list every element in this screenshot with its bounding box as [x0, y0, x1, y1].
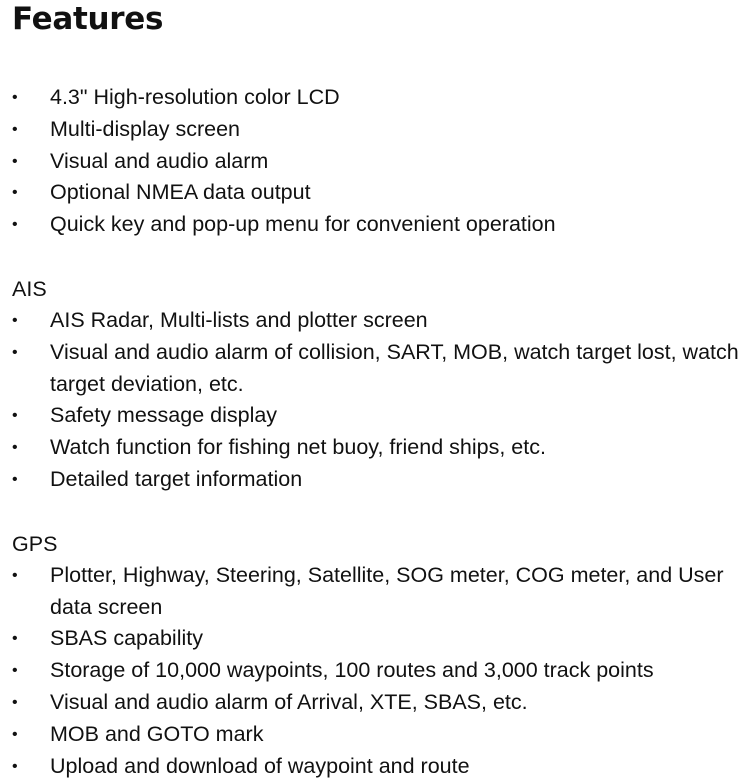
list-item	[12, 719, 742, 751]
list-item	[12, 114, 742, 146]
list-item	[12, 337, 742, 401]
bullet-icon: •	[12, 757, 18, 775]
list-item	[12, 146, 742, 178]
gps-feature-list	[12, 560, 742, 783]
section-heading-gps: GPS	[12, 531, 58, 556]
features-document	[12, 0, 742, 782]
bullet-icon: •	[12, 725, 18, 743]
list-item-text: Storage of 10,000 waypoints, 100 routes and 3,000 track points	[50, 658, 654, 683]
bullet-icon: •	[12, 216, 18, 234]
list-item-text: MOB and GOTO mark	[50, 721, 264, 746]
bullet-icon: •	[12, 630, 18, 648]
list-item	[12, 82, 742, 114]
bullet-icon: •	[12, 311, 18, 329]
section-heading-ais: AIS	[12, 276, 47, 301]
list-item-text: Visual and audio alarm	[50, 148, 269, 173]
list-item	[12, 623, 742, 655]
list-item-text: Quick key and pop-up menu for convenient operation	[50, 212, 556, 237]
bullet-icon: •	[12, 566, 18, 584]
list-item-text: AIS Radar, Multi-lists and plotter screen	[50, 307, 428, 332]
list-item-text: Plotter, Highway, Steering, Satellite, SOG meter, COG meter, and User data screen	[50, 562, 724, 619]
list-item	[12, 751, 742, 783]
bullet-icon: •	[12, 184, 18, 202]
list-item-text: SBAS capability	[50, 626, 203, 651]
list-item-text: Detailed target information	[50, 466, 303, 491]
list-item-text: Upload and download of waypoint and route	[50, 753, 470, 778]
list-item-text: 4.3" High-resolution color LCD	[50, 85, 340, 109]
list-item-text: Visual and audio alarm of Arrival, XTE, SBAS, etc.	[50, 689, 528, 714]
list-item	[12, 560, 742, 624]
list-item-text: Watch function for fishing net buoy, friend ships, etc.	[50, 435, 546, 460]
list-item	[12, 209, 742, 241]
bullet-icon: •	[12, 407, 18, 425]
page-title: Features	[12, 1, 164, 37]
bullet-icon: •	[12, 89, 18, 106]
list-item	[12, 177, 742, 209]
bullet-icon: •	[12, 343, 18, 361]
list-item-text: Optional NMEA data output	[50, 180, 311, 205]
list-item-text: Safety message display	[50, 403, 278, 428]
list-item-text: Visual and audio alarm of collision, SART, MOB, watch target lost, watch target deviation, etc.	[50, 339, 739, 396]
bullet-icon: •	[12, 662, 18, 680]
general-feature-list	[12, 82, 742, 241]
list-item-text: Multi-display screen	[50, 116, 240, 141]
list-item	[12, 687, 742, 719]
ais-feature-list	[12, 305, 742, 496]
bullet-icon: •	[12, 470, 18, 488]
list-item	[12, 400, 742, 432]
bullet-icon: •	[12, 152, 18, 170]
list-item	[12, 655, 742, 687]
bullet-icon: •	[12, 439, 18, 457]
list-item	[12, 432, 742, 464]
bullet-icon: •	[12, 693, 18, 711]
list-item	[12, 305, 742, 337]
list-item	[12, 464, 742, 496]
bullet-icon: •	[12, 120, 18, 138]
